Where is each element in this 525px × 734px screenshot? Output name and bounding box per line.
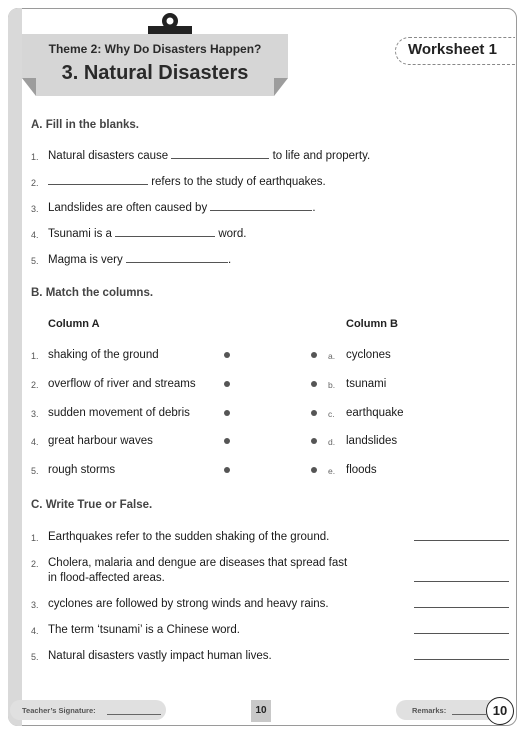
- c-item-4-text: The term ‘tsunami’ is a Chinese word.: [48, 624, 240, 636]
- section-b-heading: B. Match the columns.: [31, 287, 154, 299]
- match-dot-right[interactable]: [311, 438, 317, 444]
- b-row-5-letter: e.: [328, 466, 336, 476]
- c-item-1-num: 1.: [31, 533, 39, 543]
- a-item-5-blank[interactable]: [126, 261, 228, 263]
- a-item-5-after: .: [227, 254, 232, 266]
- a-item-4-num: 4.: [31, 230, 39, 240]
- b-row-4-letter: d.: [328, 437, 336, 447]
- b-row-4-num: 4.: [31, 437, 39, 447]
- page-edge-bar: [8, 8, 22, 726]
- c-item-2-text: Cholera, malaria and dengue are diseases that spread fast: [48, 557, 348, 569]
- a-item-1: [48, 150, 370, 162]
- a-item-2-blank[interactable]: [48, 183, 148, 185]
- a-item-4-after: word.: [218, 228, 247, 240]
- c-item-3-num: 3.: [31, 600, 39, 610]
- score-value: 10: [492, 703, 508, 718]
- a-item-3-after: .: [312, 202, 316, 214]
- b-row-3-b: earthquake: [346, 407, 404, 419]
- page-number: 10: [255, 705, 267, 716]
- a-item-5-num: 5.: [31, 256, 39, 266]
- theme-heading: Theme 2: Why Do Disasters Happen?: [48, 42, 262, 56]
- a-item-2-num: 2.: [31, 178, 39, 188]
- b-row-1-num: 1.: [31, 351, 39, 361]
- chapter-title: 3. Natural Disasters: [61, 62, 249, 84]
- a-item-1-blank[interactable]: [171, 157, 269, 159]
- b-row-2-num: 2.: [31, 380, 39, 390]
- worksheet-label: Worksheet 1: [408, 41, 497, 58]
- b-row-3-letter: c.: [328, 409, 335, 419]
- a-item-3-before: Landslides are often caused by: [48, 202, 208, 214]
- match-dot-right[interactable]: [311, 410, 317, 416]
- c-item-5-num: 5.: [31, 652, 39, 662]
- teacher-signature-label: Teacher’s Signature:: [22, 706, 96, 715]
- c-item-1-answer-line[interactable]: [414, 540, 509, 541]
- c-item-5-text: Natural disasters vastly impact human lives.: [48, 650, 272, 662]
- b-row-3-num: 3.: [31, 409, 39, 419]
- match-dot-left[interactable]: [224, 410, 230, 416]
- b-row-2-a: overflow of river and streams: [48, 378, 196, 390]
- c-item-2-text-line2: in flood-affected areas.: [48, 572, 165, 584]
- b-row-4-a: great harbour waves: [48, 435, 153, 447]
- remarks-label: Remarks:: [412, 706, 447, 715]
- c-item-1-text: Earthquakes refer to the sudden shaking of the ground.: [48, 531, 330, 543]
- a-item-5: [48, 254, 231, 266]
- a-item-3-blank[interactable]: [210, 209, 312, 211]
- match-dot-right[interactable]: [311, 352, 317, 358]
- a-item-5-before: Magma is very: [48, 254, 123, 266]
- a-item-3-num: 3.: [31, 204, 39, 214]
- b-row-2-b: tsunami: [346, 378, 387, 390]
- a-item-2-after: refers to the study of earthquakes.: [151, 176, 326, 188]
- match-dot-left[interactable]: [224, 352, 230, 358]
- match-dot-left[interactable]: [224, 467, 230, 473]
- a-item-3: [48, 202, 316, 214]
- c-item-3-answer-line[interactable]: [414, 607, 509, 608]
- b-row-5-num: 5.: [31, 466, 39, 476]
- c-item-4-num: 4.: [31, 626, 39, 636]
- b-row-1-a: shaking of the ground: [48, 349, 159, 361]
- c-item-4-answer-line[interactable]: [414, 633, 509, 634]
- b-row-4-b: landslides: [346, 435, 398, 447]
- a-item-4-before: Tsunami is a: [48, 228, 112, 240]
- c-item-3-text: cyclones are followed by strong winds and heavy rains.: [48, 598, 329, 610]
- match-dot-left[interactable]: [224, 438, 230, 444]
- column-a-heading: Column A: [48, 318, 100, 330]
- worksheet-page: [8, 8, 517, 726]
- a-item-1-num: 1.: [31, 152, 39, 162]
- b-row-1-letter: a.: [328, 351, 336, 361]
- b-row-5-b: floods: [346, 464, 377, 476]
- a-item-4-blank[interactable]: [115, 235, 215, 237]
- c-item-5-answer-line[interactable]: [414, 659, 509, 660]
- match-dot-left[interactable]: [224, 381, 230, 387]
- a-item-2: [48, 176, 326, 188]
- remarks-line[interactable]: [452, 714, 486, 715]
- section-c-heading: C. Write True or False.: [31, 499, 153, 511]
- b-row-3-a: sudden movement of debris: [48, 407, 190, 419]
- a-item-4: [48, 228, 246, 240]
- column-b-heading: Column B: [346, 318, 398, 330]
- a-item-1-after: to life and property.: [272, 150, 371, 162]
- c-item-2-num: 2.: [31, 559, 39, 569]
- match-dot-right[interactable]: [311, 381, 317, 387]
- match-dot-right[interactable]: [311, 467, 317, 473]
- section-a-heading: A. Fill in the blanks.: [31, 119, 139, 131]
- b-row-1-b: cyclones: [346, 349, 391, 361]
- b-row-5-a: rough storms: [48, 464, 116, 476]
- a-item-1-before: Natural disasters cause: [48, 150, 169, 162]
- teacher-signature-line[interactable]: [107, 714, 161, 715]
- c-item-2-answer-line[interactable]: [414, 581, 509, 582]
- b-row-2-letter: b.: [328, 380, 336, 390]
